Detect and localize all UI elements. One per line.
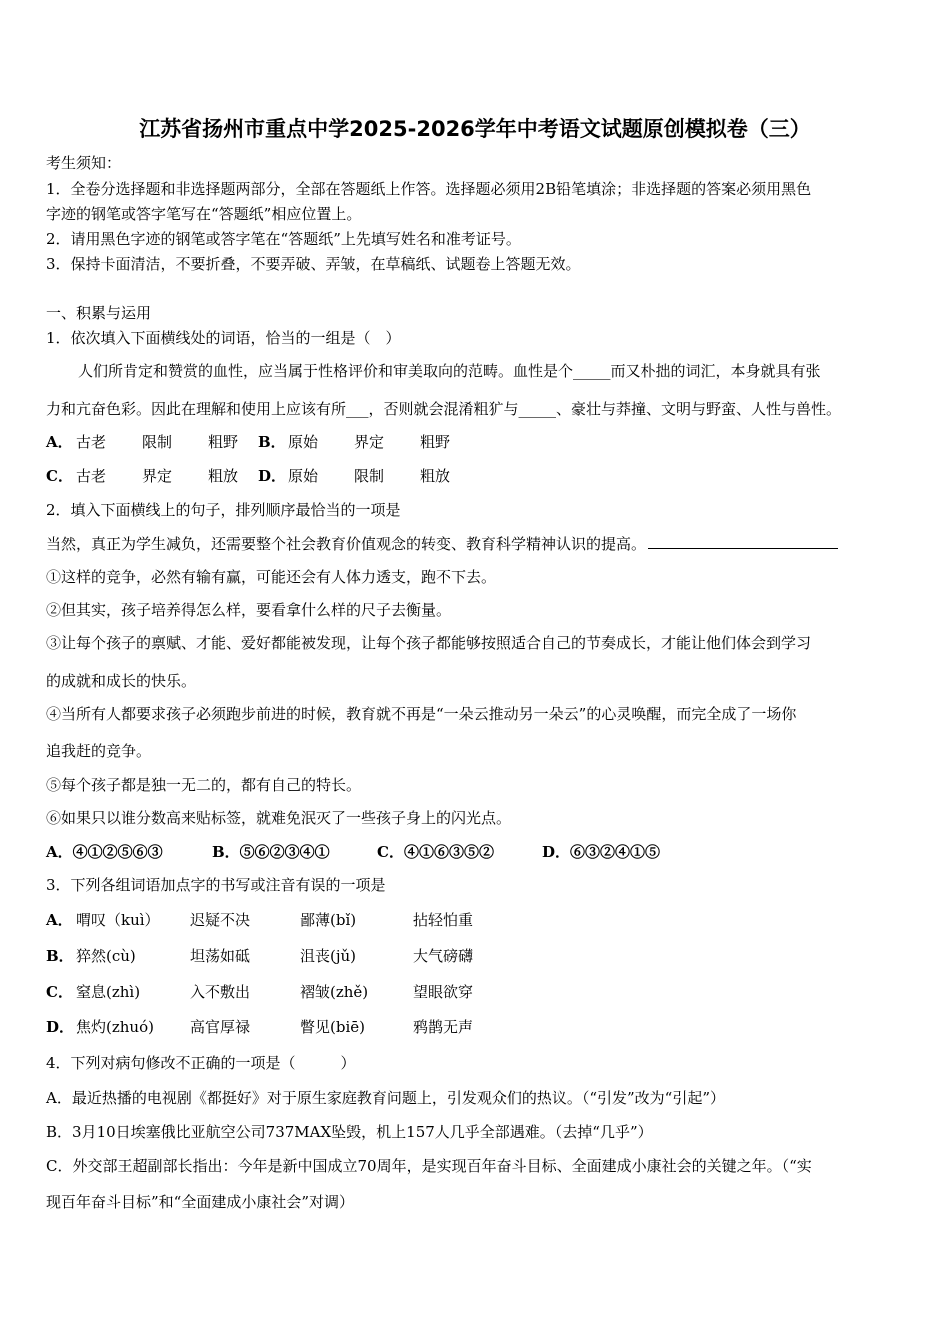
question-2-sentence-4-cont: 追我赶的竞争。 [46,742,152,760]
question-1-option-c-word1: 古老 [76,467,107,485]
question-3-option-b-word3: 沮丧(jǔ) [300,947,357,965]
question-3-option-c-word2: 入不敷出 [190,983,251,1001]
question-4-option-c-cont: 现百年奋斗目标”和“全面建成小康社会”对调） [46,1193,355,1211]
question-1-option-b-word1: 原始 [288,433,319,451]
question-3-option-a-word2: 迟疑不决 [190,911,251,929]
question-3-option-a-word3: 鄙薄(bǐ) [300,911,357,929]
question-2-lead-text: 当然，真正为学生减负，还需要整个社会教育价值观念的转变、教育科学精神认识的提高。 [46,535,647,553]
question-2-sentence-3-cont: 的成就和成长的快乐。 [46,672,197,690]
question-3-option-c-word1: 窒息(zhì) [76,983,141,1001]
question-2-option-a: A．④①②⑤⑥③ [46,843,163,861]
notice-item-1-cont: 字迹的钢笔或答字笔写在“答题纸”相应位置上。 [46,205,362,223]
question-1-option-d-word2: 限制 [354,467,385,485]
question-3-option-b-label: B． [46,947,74,965]
question-3-option-d-word2: 高官厚禄 [190,1018,251,1036]
question-3-option-d-word1: 焦灼(zhuó) [76,1018,154,1036]
question-3-option-a-word4: 拈轻怕重 [413,911,474,929]
question-1-option-a-label: A． [46,433,73,451]
question-4-stem: 4．下列对病句修改不正确的一项是（ ） [46,1054,356,1072]
question-4-option-a: A．最近热播的电视剧《都挺好》对于原生家庭教育问题上，引发观众们的热议。（“引发”改为“引起”） [46,1089,726,1107]
notice-heading: 考生须知： [46,154,122,172]
question-4-option-b: B．3月10日埃塞俄比亚航空公司737MAX坠毁，机上157人几乎全部遇难。（去掉“几乎”） [46,1123,653,1141]
question-2-sentence-6: ⑥如果只以谁分数高来贴标签，就难免泯灭了一些孩子身上的闪光点。 [46,809,512,827]
question-4-option-c: C．外交部王超副部长指出：今年是新中国成立70周年，是实现百年奋斗目标、全面建成小康社会的关键之年。（“实 [46,1157,812,1175]
question-1-passage-line1: 人们所肯定和赞赏的血性，应当属于性格评价和审美取向的范畴。血性是个_____而又朴拙的词汇，本身就具有张 [78,362,821,380]
question-1-option-d-word3: 粗放 [420,467,451,485]
notice-item-1: 1．全卷分选择题和非选择题两部分，全部在答题纸上作答。选择题必须用2B铅笔填涂；非选择题的答案必须用黑色 [46,180,812,198]
question-1-option-a-word3: 粗野 [208,433,239,451]
notice-item-2: 2．请用黑色字迹的钢笔或答字笔在“答题纸”上先填写姓名和准考证号。 [46,230,521,248]
question-3-option-d-word4: 鸦鹊无声 [413,1018,474,1036]
question-3-stem: 3．下列各组词语加点字的书写或注音有误的一项是 [46,876,386,894]
question-1-option-c-word3: 粗放 [208,467,239,485]
question-3-option-a-word1: 喟叹（kuì） [76,911,160,929]
question-2-lead [46,533,838,554]
question-1-option-d-word1: 原始 [288,467,319,485]
question-3-option-d-label: D． [46,1018,75,1036]
question-1-passage-line2: 力和亢奋色彩。因此在理解和使用上应该有所___，否则就会混淆粗犷与_____、豪壮与莽撞、文明与野蛮、人性与兽性。 [46,400,842,418]
answer-blank [648,534,838,549]
question-2-sentence-3: ③让每个孩子的禀赋、才能、爱好都能被发现，让每个孩子都能够按照适合自己的节奏成长，才能让他们体会到学习 [46,634,812,652]
question-3-option-b-word1: 猝然(cù) [76,947,136,965]
question-3-option-d-word3: 瞥见(biē) [300,1018,365,1036]
question-1-option-c-word2: 界定 [142,467,173,485]
question-1-option-c-label: C． [46,467,73,485]
question-2-stem: 2．填入下面横线上的句子，排列顺序最恰当的一项是 [46,501,401,519]
question-1-option-b-word3: 粗野 [420,433,451,451]
question-1-option-b-label: B． [258,433,286,451]
question-1-option-b-word2: 界定 [354,433,385,451]
question-2-sentence-2: ②但其实，孩子培养得怎么样，要看拿什么样的尺子去衡量。 [46,601,452,619]
question-1-option-a-word1: 古老 [76,433,107,451]
question-3-option-c-label: C． [46,983,73,1001]
question-2-sentence-5: ⑤每个孩子都是独一无二的，都有自己的特长。 [46,776,362,794]
question-2-option-d: D．⑥③②④①⑤ [542,843,661,861]
question-1-option-a-word2: 限制 [142,433,173,451]
exam-title: 江苏省扬州市重点中学2025-2026学年中考语文试题原创模拟卷（三） [139,117,811,141]
question-3-option-a-label: A． [46,911,73,929]
question-2-sentence-4: ④当所有人都要求孩子必须跑步前进的时候，教育就不再是“一朵云推动另一朵云”的心灵唤醒，而完全成了一场你 [46,705,797,723]
question-3-option-b-word2: 坦荡如砥 [190,947,251,965]
question-3-option-c-word4: 望眼欲穿 [413,983,474,1001]
question-2-option-b: B．⑤⑥②③④① [212,843,330,861]
section-heading: 一、积累与运用 [46,304,152,322]
question-2-option-c: C．④①⑥③⑤② [377,843,494,861]
question-1-option-d-label: D． [258,467,287,485]
question-2-sentence-1: ①这样的竞争，必然有输有赢，可能还会有人体力透支，跑不下去。 [46,568,497,586]
notice-item-3: 3．保持卡面清洁，不要折叠，不要弄破、弄皱，在草稿纸、试题卷上答题无效。 [46,255,581,273]
question-3-option-b-word4: 大气磅礴 [413,947,474,965]
question-1-stem: 1．依次填入下面横线处的词语，恰当的一组是（ ） [46,329,401,347]
question-3-option-c-word3: 褶皱(zhě) [300,983,369,1001]
